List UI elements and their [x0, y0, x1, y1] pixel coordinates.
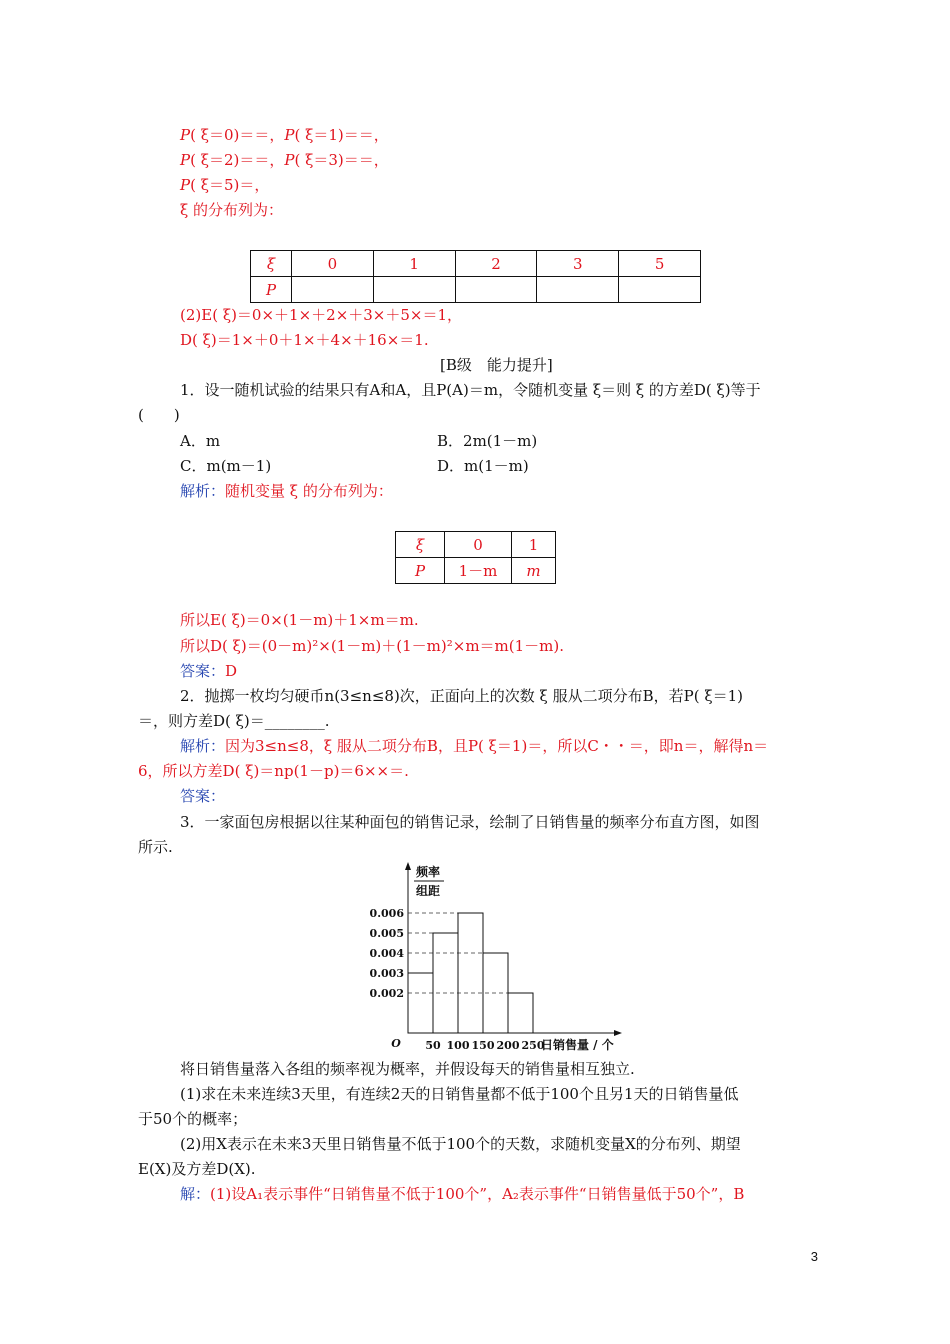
q1-stem: 1．设一随机试验的结果只有A和A，且P(A)＝m，令随机变量 ξ＝则 ξ 的方差D( ξ)等于: [180, 381, 761, 399]
prob-line-3: [180, 175, 269, 195]
prob-expr: ( ξ＝5)＝，: [190, 176, 270, 194]
q1-answer: [180, 661, 237, 681]
y-tick-label: 0.006: [369, 907, 404, 920]
table-cell: P: [396, 558, 445, 584]
prob-expr: ( ξ＝3)＝＝，: [294, 151, 389, 169]
x-axis-label: 日销售量 / 个: [541, 1038, 614, 1052]
q2-analysis: [180, 736, 768, 756]
q2-stem-cont: ＝，则方差D( ξ)＝________.: [138, 712, 330, 730]
x-tick-label: 50: [425, 1039, 441, 1052]
q3-stem-cont: 所示.: [138, 838, 173, 856]
y-tick-label: 0.002: [369, 987, 404, 1000]
table-row: [251, 277, 701, 303]
solution-label: 解：: [180, 1185, 211, 1203]
table-row: [396, 558, 556, 584]
answer-label: 答案：: [180, 662, 226, 680]
x-tick-label: 200: [496, 1039, 520, 1052]
table-cell: 1－m: [445, 558, 512, 584]
table-cell: [373, 277, 455, 303]
q1-expectation: 所以E( ξ)＝0×(1－m)＋1×m＝m.: [180, 611, 419, 629]
q1-option-c: C．m(m－1): [180, 457, 272, 475]
prob-symbol: P: [180, 151, 191, 169]
q2-stem: 2．抛掷一枚均匀硬币n(3≤n≤8)次，正面向上的次数 ξ 服从二项分布B，若P( ξ＝1): [180, 687, 743, 705]
x-tick-label: 250: [521, 1039, 545, 1052]
table-cell: [455, 277, 537, 303]
histogram-bar: [508, 993, 533, 1033]
y-tick-label: 0.004: [369, 947, 404, 960]
x-axis-arrow: [614, 1030, 622, 1036]
distribution-intro: ξ 的分布列为：: [180, 201, 284, 219]
variance-line: D( ξ)＝1×＋0＋1×＋4×＋16×＝1.: [180, 331, 429, 349]
q1-stem-paren: ( ): [138, 406, 180, 424]
table-cell: [292, 277, 374, 303]
page-number: 3: [810, 1249, 818, 1264]
solution-text: (1)设A₁表示事件“日销售量不低于100个”，A₂表示事件“日销售量低于50个”，B: [210, 1185, 745, 1203]
frequency-histogram: [360, 858, 640, 1053]
q3-solution: [180, 1184, 744, 1204]
q1-option-d: D．m(1－m): [437, 457, 529, 475]
analysis-text: 随机变量 ξ 的分布列为：: [225, 482, 393, 500]
table-cell: ξ: [251, 251, 292, 277]
y-axis-label-numerator: 频率: [416, 865, 441, 879]
prob-symbol: P: [284, 151, 295, 169]
q2-answer-label: 答案：: [180, 787, 226, 805]
table-cell: 0: [292, 251, 374, 277]
q2-analysis-cont: 6，所以方差D( ξ)＝np(1－p)＝6××＝.: [138, 762, 409, 780]
x-tick-label: 150: [471, 1039, 495, 1052]
histogram-bar: [458, 913, 483, 1033]
answer-value: D: [225, 662, 238, 680]
distribution-table-2: [395, 531, 556, 584]
q1-analysis: [180, 481, 393, 501]
y-axis-label-denominator: 组距: [416, 884, 441, 898]
prob-expr: ( ξ＝1)＝＝，: [294, 126, 389, 144]
q3-part1: (1)求在未来连续3天里，有连续2天的日销售量都不低于100个且另1天的日销售量低: [180, 1085, 739, 1103]
table-cell: 1: [373, 251, 455, 277]
prob-line-1: [180, 125, 389, 145]
analysis-label: 解析：: [180, 737, 226, 755]
table-cell: 0: [445, 532, 512, 558]
prob-line-2: [180, 150, 389, 170]
q3-part2: (2)用X表示在未来3天里日销售量不低于100个的天数，求随机变量X的分布列、期望: [180, 1135, 741, 1153]
table-cell: [619, 277, 701, 303]
table-cell: m: [512, 558, 556, 584]
table-cell: 2: [455, 251, 537, 277]
q1-variance: 所以D( ξ)＝(0－m)²×(1－m)＋(1－m)²×m＝m(1－m).: [180, 637, 565, 655]
table-cell: ξ: [396, 532, 445, 558]
q1-option-b: B．2m(1－m): [437, 432, 538, 450]
table-header-row: [251, 251, 701, 277]
x-tick-label: 100: [446, 1039, 470, 1052]
histogram-bar: [408, 973, 433, 1033]
table-cell: 5: [619, 251, 701, 277]
prob-expr: ( ξ＝2)＝＝，: [190, 151, 285, 169]
prob-expr: ( ξ＝0)＝＝，: [190, 126, 285, 144]
expectation-line: (2)E( ξ)＝0×＋1×＋2×＋3×＋5×＝1，: [180, 306, 463, 324]
q1-option-a: A．m: [180, 432, 221, 450]
prob-symbol: P: [180, 176, 191, 194]
table-cell: P: [251, 277, 292, 303]
q3-stem: 3．一家面包房根据以往某种面包的销售记录，绘制了日销售量的频率分布直方图，如图: [180, 813, 760, 831]
analysis-label: 解析：: [180, 482, 226, 500]
section-title: [B级 能力提升]: [440, 356, 553, 374]
origin-label: O: [391, 1037, 401, 1050]
table-header-row: [396, 532, 556, 558]
prob-symbol: P: [180, 126, 191, 144]
table-cell: 3: [537, 251, 619, 277]
q3-part2-cont: E(X)及方差D(X).: [138, 1160, 256, 1178]
q3-assumption: 将日销售量落入各组的频率视为概率，并假设每天的销售量相互独立.: [180, 1060, 635, 1078]
distribution-table-1: [250, 250, 701, 303]
q3-part1-cont: 于50个的概率；: [138, 1110, 248, 1128]
prob-symbol: P: [284, 126, 295, 144]
table-cell: [537, 277, 619, 303]
histogram-bar: [433, 933, 458, 1033]
table-cell: 1: [512, 532, 556, 558]
y-tick-label: 0.005: [369, 927, 404, 940]
y-tick-label: 0.003: [369, 967, 404, 980]
analysis-text: 因为3≤n≤8，ξ 服从二项分布B，且P( ξ＝1)＝，所以C・・＝，即n＝，解得n＝: [225, 737, 769, 755]
y-axis-arrow: [405, 862, 411, 870]
